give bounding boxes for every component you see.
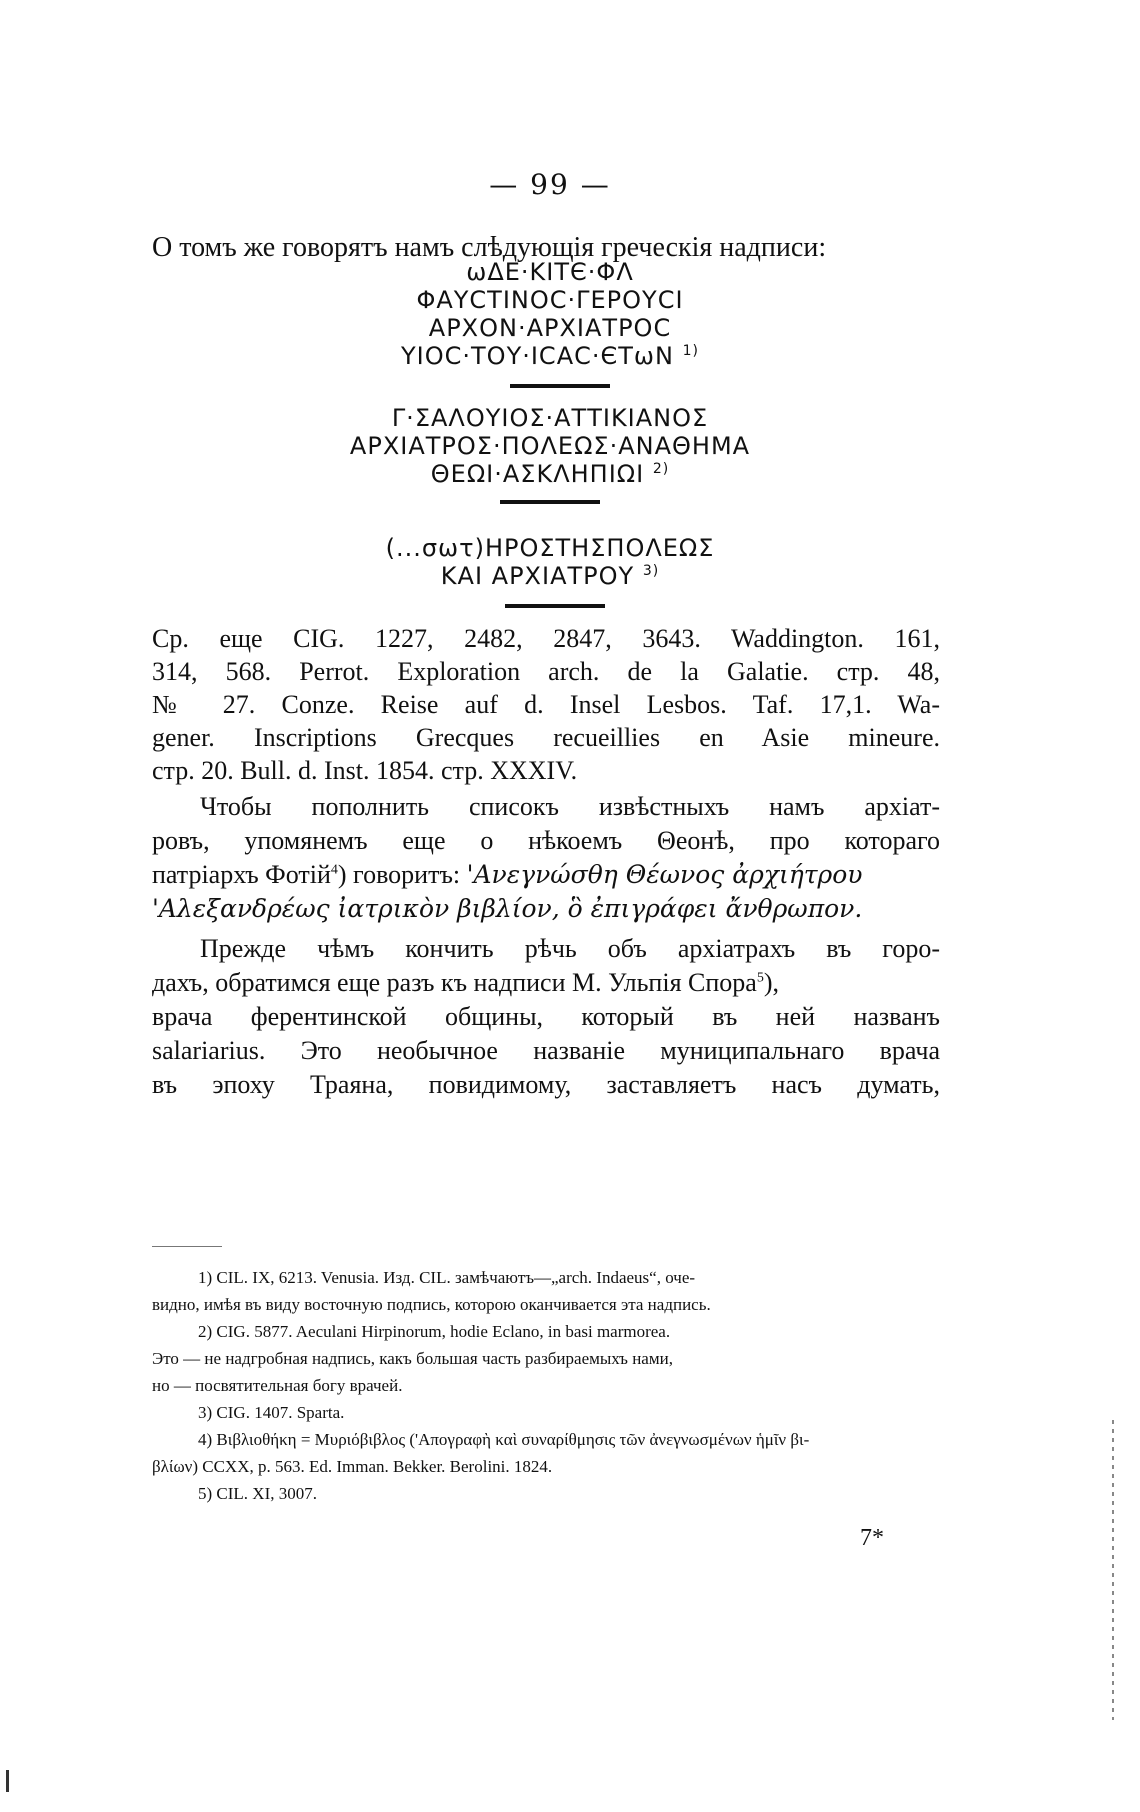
note-5-marker: 5 (756, 970, 764, 986)
inscription-1-line-3: ΑΡΧΟΝ·ΑΡΧΙΑΤΡΟC (428, 314, 672, 342)
references-line-4: gener. Inscriptions Grecques recueillies en Asie mineure. (152, 723, 940, 752)
note-4-marker: 4 (330, 862, 338, 878)
inscription-1-line-4-text: ΥΙΟC·ΤΟΥ·ΙCΑC·ЄΤωΝ (401, 342, 674, 370)
inscription-2-line-1: Γ·ΣΑΛΟΥΙΟΣ·ΑΤΤΙΚΙΑΝΟΣ (391, 404, 709, 432)
footnote-2-line-2: Это — не надгробная надпись, какъ большая часть разбираемыхъ нами, (152, 1349, 673, 1368)
para2-line-4: salariarius. Это необычное названіе муниципальнаго врача (152, 1036, 940, 1065)
inscription-3-line-2 (0, 562, 1100, 590)
scan-edge-mark (1112, 1420, 1114, 1720)
para1-line-3 (152, 860, 940, 890)
footnote-separator (152, 1246, 222, 1247)
para1-line-1: Чтобы пополнить списокъ извѣстныхъ намъ архіат- (200, 792, 940, 821)
para2-line-2-text: дахъ, обратимся еще разъ къ надписи М. Ульпія Спора (152, 968, 757, 997)
para2-line-1: Прежде чѣмъ кончить рѣчь объ архіатрахъ въ горо- (200, 934, 940, 963)
inscription-2-line-3-text: ΘΕΩΙ·ΑΣΚΛΗΠΙΩΙ (430, 460, 645, 488)
note-1-marker: 1) (682, 343, 699, 359)
para2-line-2-text-b: ), (763, 968, 779, 997)
separator-rule-1 (510, 384, 610, 388)
para1-greek-quote-1: 'Ανεγνώσθη Θέωνος ἀρχιήτρου (466, 860, 863, 889)
scan-corner-mark (6, 1770, 9, 1792)
para2-line-2 (152, 968, 940, 998)
note-3-marker: 3) (642, 563, 660, 579)
footnote-4-line-2: βλίων) CCXX, p. 563. Ed. Imman. Bekker. Berolini. 1824. (152, 1457, 553, 1476)
para2-line-5: въ эпоху Траяна, повидимому, заставляетъ насъ думать, (152, 1070, 940, 1099)
references-line-3: № 27. Conze. Reise auf d. Insel Lesbos. Taf. 17,1. Wa- (152, 690, 940, 719)
signature-mark: 7* (860, 1525, 884, 1551)
inscription-1-line-2: ΦΑΥCΤΙΝΟC·ΓΕΡΟΥCΙ (416, 286, 684, 314)
para1-line-2: ровъ, упомянемъ еще о нѣкоемъ Θеонѣ, про котораго (152, 826, 940, 855)
references-line-5: стр. 20. Bull. d. Inst. 1854. стр. XXXIV. (152, 756, 578, 785)
inscription-1-line-1: ωΔΕ·ΚΙΤЄ·ΦΛ (466, 258, 634, 286)
footnote-3: 3) CIG. 1407. Sparta. (198, 1403, 345, 1422)
page-number: — 99 — (489, 168, 611, 201)
footnote-2-line-1: 2) CIG. 5877. Aeculani Hirpinorum, hodie Eclano, in basi marmorea. (198, 1322, 671, 1341)
intro-line: О томъ же говорятъ намъ слѣдующія греческія надписи: (152, 232, 827, 263)
inscription-3-line-1: (...σωτ)ΗΡΟΣΤΗΣΠΟΛΕΩΣ (385, 534, 715, 562)
para2-line-3: врача ферентинской общины, который въ ней названъ (152, 1002, 940, 1031)
references-line-2: 314, 568. Perrot. Exploration arch. de la Galatie. стр. 48, (152, 657, 940, 686)
footnote-5: 5) CIL. XI, 3007. (198, 1484, 317, 1503)
para1-line-3-text-b: ) говоритъ: (337, 860, 467, 889)
references-line-1: Ср. еще CIG. 1227, 2482, 2847, 3643. Waddington. 161, (152, 624, 940, 653)
para1-greek-quote-2: 'Αλεξανδρέως ἰατρικὸν βιβλίον, ὃ ἐπιγράφει ἄνθρωπον. (152, 894, 863, 923)
note-2-marker: 2) (652, 461, 670, 477)
inscription-2-line-3 (0, 460, 1100, 488)
separator-rule-2 (500, 500, 600, 504)
para1-line-3-text: патріархъ Фотій (152, 860, 331, 889)
footnote-1-line-2: видно, имѣя въ виду восточную подпись, которою оканчивается эта надпись. (152, 1295, 711, 1314)
footnote-2-line-3: но — посвятительная богу врачей. (152, 1376, 403, 1395)
separator-rule-3 (505, 604, 605, 608)
inscription-1-line-4 (0, 342, 1100, 370)
footnote-1-line-1: 1) CIL. IX, 6213. Venusia. Изд. CIL. замѣчаютъ—„arch. Indaeus“, оче- (198, 1268, 696, 1287)
inscription-3-line-2-text: ΚΑΙ ΑΡΧΙΑΤΡΟΥ (440, 562, 635, 590)
footnote-4-line-1: 4) Βιβλιοθήκη = Μυριόβιβλος ('Απογραφὴ καὶ συναρίθμησις τῶν ἀνεγνωσμένων ἡμῖν βι- (198, 1430, 810, 1449)
inscription-2-line-2: ΑΡΧΙΑΤΡΟΣ·ΠΟΛΕΩΣ·ΑΝΑΘΗΜΑ (349, 432, 751, 460)
